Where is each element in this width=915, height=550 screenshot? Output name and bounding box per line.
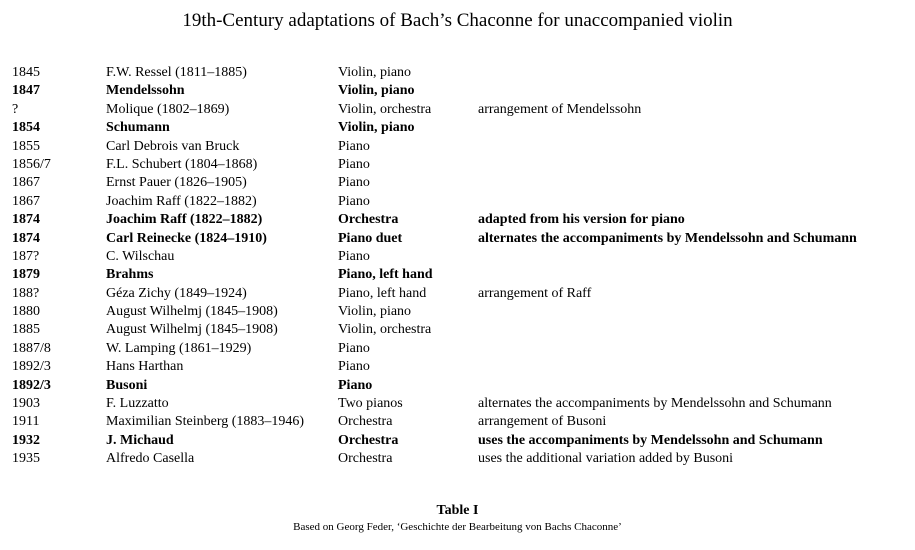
year-cell: 1867 [12,193,40,209]
instrumentation-cell: Orchestra [338,432,399,448]
composer-cell: Carl Debrois van Bruck [106,138,240,154]
table-row [0,340,915,358]
instrumentation-cell: Violin, piano [338,304,412,320]
year-cell: 1932 [12,432,40,448]
table-row [0,266,915,284]
composer-cell: Molique (1802–1869) [106,101,230,117]
year-cell: 1847 [12,83,40,99]
composer-cell: Maximilian Steinberg (1883–1946) [106,414,305,430]
year-cell: 1867 [12,175,40,191]
note-cell: arrangement of Raff [478,285,592,301]
composer-cell: Ernst Pauer (1826–1905) [106,175,247,191]
table-row [0,101,915,119]
year-cell: 1935 [12,451,40,467]
year-cell: 1854 [12,120,40,136]
composer-cell: August Wilhelmj (1845–1908) [106,322,278,338]
instrumentation-cell: Violin, piano [338,65,412,80]
instrumentation-cell: Piano [338,248,370,264]
table-row [0,285,915,303]
instrumentation-cell: Piano, left hand [338,285,427,301]
year-cell: 188? [12,285,40,301]
year-cell: 1885 [12,322,40,338]
instrumentation-cell: Piano [338,340,370,356]
instrumentation-cell: Piano, left hand [338,267,433,283]
table-label: Table I [436,503,479,518]
note-cell: uses the additional variation added by Busoni [478,451,734,467]
instrumentation-cell: Piano [338,193,370,209]
table-row [0,358,915,376]
year-cell: ? [12,101,19,117]
year-cell: 1845 [12,65,40,80]
composer-cell: F.W. Ressel (1811–1885) [106,65,247,80]
table-row [0,321,915,339]
adaptations-table [0,64,915,469]
table-row [0,82,915,100]
table-row [0,193,915,211]
instrumentation-cell: Violin, orchestra [338,101,432,117]
table-row [0,138,915,156]
note-cell: arrangement of Busoni [478,414,607,430]
note-cell: uses the accompaniments by Mendelssohn and Schumann [478,432,823,448]
composer-cell: Brahms [106,267,154,283]
instrumentation-cell: Piano [338,377,373,393]
composer-cell: Schumann [106,120,170,136]
table-row [0,119,915,137]
year-cell: 1892/3 [12,359,51,375]
composer-cell: Alfredo Casella [106,451,195,467]
composer-cell: C. Wilschau [106,248,175,264]
instrumentation-cell: Violin, piano [338,83,415,99]
note-cell: adapted from his version for piano [478,212,685,228]
table-row [0,248,915,266]
table-row [0,377,915,395]
table-row [0,174,915,192]
year-cell: 187? [12,248,40,264]
table-row [0,432,915,450]
year-cell: 1879 [12,267,40,283]
composer-cell: Carl Reinecke (1824–1910) [106,230,267,246]
table-source: Based on Georg Feder, ‘Geschichte der Bearbeitung von Bachs Chaconne’ [293,521,622,533]
instrumentation-cell: Piano [338,156,370,172]
instrumentation-cell: Violin, piano [338,120,415,136]
composer-cell: J. Michaud [106,432,174,448]
year-cell: 1874 [12,230,40,246]
instrumentation-cell: Piano [338,138,370,154]
table-row [0,230,915,248]
instrumentation-cell: Piano [338,359,370,375]
table-row [0,395,915,413]
instrumentation-cell: Violin, orchestra [338,322,432,338]
year-cell: 1903 [12,396,40,412]
table-row [0,211,915,229]
table-row [0,64,915,82]
document-title: 19th-Century adaptations of Bach’s Chaconne for unaccompanied violin [182,10,733,31]
instrumentation-cell: Orchestra [338,451,393,467]
table-row [0,450,915,468]
instrumentation-cell: Orchestra [338,212,399,228]
table-row [0,156,915,174]
composer-cell: Géza Zichy (1849–1924) [106,285,247,301]
table-row [0,413,915,431]
composer-cell: Joachim Raff (1822–1882) [106,193,257,209]
table-row [0,303,915,321]
year-cell: 1880 [12,304,40,320]
composer-cell: F.L. Schubert (1804–1868) [106,156,258,172]
note-cell: arrangement of Mendelssohn [478,101,642,117]
composer-cell: Mendelssohn [106,83,185,99]
year-cell: 1887/8 [12,340,51,356]
composer-cell: Busoni [106,377,148,393]
composer-cell: August Wilhelmj (1845–1908) [106,304,278,320]
note-cell: alternates the accompaniments by Mendelssohn and Schumann [478,230,857,246]
year-cell: 1892/3 [12,377,51,393]
year-cell: 1855 [12,138,40,154]
composer-cell: Hans Harthan [106,359,184,375]
composer-cell: Joachim Raff (1822–1882) [106,212,263,228]
year-cell: 1911 [12,414,40,430]
year-cell: 1856/7 [12,156,51,172]
year-cell: 1874 [12,212,40,228]
instrumentation-cell: Piano [338,175,370,191]
composer-cell: W. Lamping (1861–1929) [106,340,252,356]
note-cell: alternates the accompaniments by Mendelssohn and Schumann [478,396,832,412]
instrumentation-cell: Orchestra [338,414,393,430]
instrumentation-cell: Piano duet [338,230,403,246]
composer-cell: F. Luzzatto [106,396,169,412]
instrumentation-cell: Two pianos [338,396,403,412]
